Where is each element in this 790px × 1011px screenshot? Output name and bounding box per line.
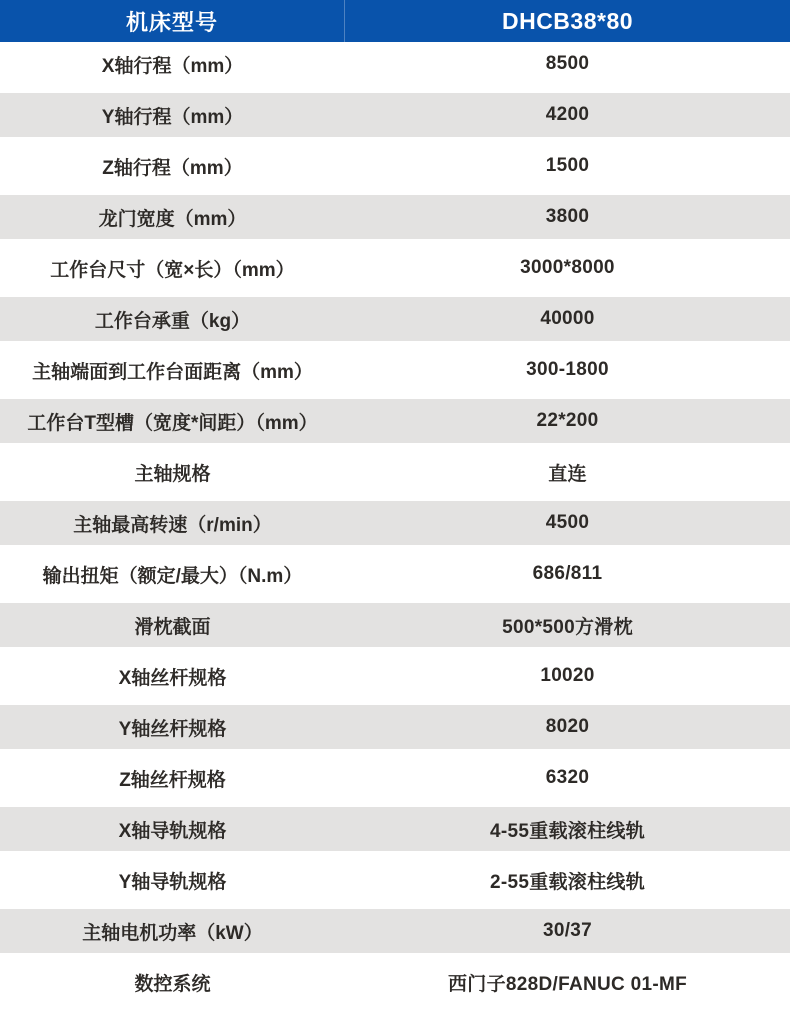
- header-model-value: DHCB38*80: [501, 7, 634, 34]
- table-row: [0, 399, 790, 443]
- spec-value: 8500: [545, 53, 590, 74]
- table-row: [0, 909, 790, 953]
- spec-value: 300-1800: [526, 359, 609, 380]
- table-row: [0, 93, 790, 137]
- spec-label: 主轴电机功率（kW）: [82, 922, 263, 944]
- table-row: [0, 144, 790, 188]
- spec-value: 30/37: [542, 920, 593, 941]
- spec-label: X轴导轨规格: [118, 820, 227, 842]
- spec-label: 龙门宽度（mm）: [98, 208, 247, 230]
- table-row: [0, 705, 790, 749]
- spec-label: Z轴丝杆规格: [119, 769, 226, 791]
- spec-label: 输出扭矩（额定/最大）（N.m）: [42, 565, 303, 587]
- spec-label: Y轴导轨规格: [118, 871, 227, 893]
- table-row: [0, 297, 790, 341]
- table-row: [0, 654, 790, 698]
- spec-value: 2-55重载滚柱线轨: [489, 871, 646, 893]
- spec-value: 1500: [545, 155, 590, 176]
- spec-value: 4500: [545, 512, 590, 533]
- table-row: [0, 450, 790, 494]
- spec-label: 主轴端面到工作台面距离（mm）: [32, 361, 313, 383]
- header-model-label: 机床型号: [0, 0, 345, 42]
- spec-label: Y轴行程（mm）: [101, 106, 244, 128]
- spec-value: 686/811: [532, 563, 603, 584]
- table-row: [0, 756, 790, 800]
- table-row: [0, 348, 790, 392]
- spec-label: 主轴规格: [134, 463, 211, 485]
- spec-value: 直连: [548, 463, 587, 485]
- spec-label: X轴行程（mm）: [101, 55, 244, 77]
- spec-label: 工作台尺寸（宽×长）（mm）: [50, 259, 295, 281]
- table-row: [0, 501, 790, 545]
- spec-label: 数控系统: [134, 973, 211, 995]
- spec-label: Y轴丝杆规格: [118, 718, 227, 740]
- spec-value: 4-55重载滚柱线轨: [489, 820, 646, 842]
- spec-value: 西门子828D/FANUC 01-MF: [447, 973, 688, 995]
- spec-value: 22*200: [536, 410, 599, 431]
- spec-value: 10020: [540, 665, 595, 686]
- spec-label: 工作台承重（kg）: [94, 310, 251, 332]
- spec-value: 4200: [545, 104, 590, 125]
- table-row: [0, 807, 790, 851]
- table-header-row: [0, 0, 790, 42]
- spec-value: 40000: [540, 308, 595, 329]
- spec-value: 3800: [545, 206, 590, 227]
- table-row: [0, 246, 790, 290]
- table-row: [0, 603, 790, 647]
- table-row: [0, 195, 790, 239]
- table-row: [0, 42, 790, 86]
- spec-value: 6320: [545, 767, 590, 788]
- table-body: [0, 42, 790, 1004]
- table-row: [0, 858, 790, 902]
- spec-label: 主轴最高转速（r/min）: [73, 514, 272, 536]
- table-row: [0, 552, 790, 596]
- spec-value: 3000*8000: [520, 257, 615, 278]
- spec-value: 500*500方滑枕: [502, 616, 633, 638]
- table-row: [0, 960, 790, 1004]
- spec-label: 滑枕截面: [134, 616, 211, 638]
- spec-value: 8020: [545, 716, 590, 737]
- spec-label: 工作台T型槽（宽度*间距）（mm）: [27, 412, 318, 434]
- spec-label: X轴丝杆规格: [118, 667, 227, 689]
- spec-label: Z轴行程（mm）: [102, 157, 243, 179]
